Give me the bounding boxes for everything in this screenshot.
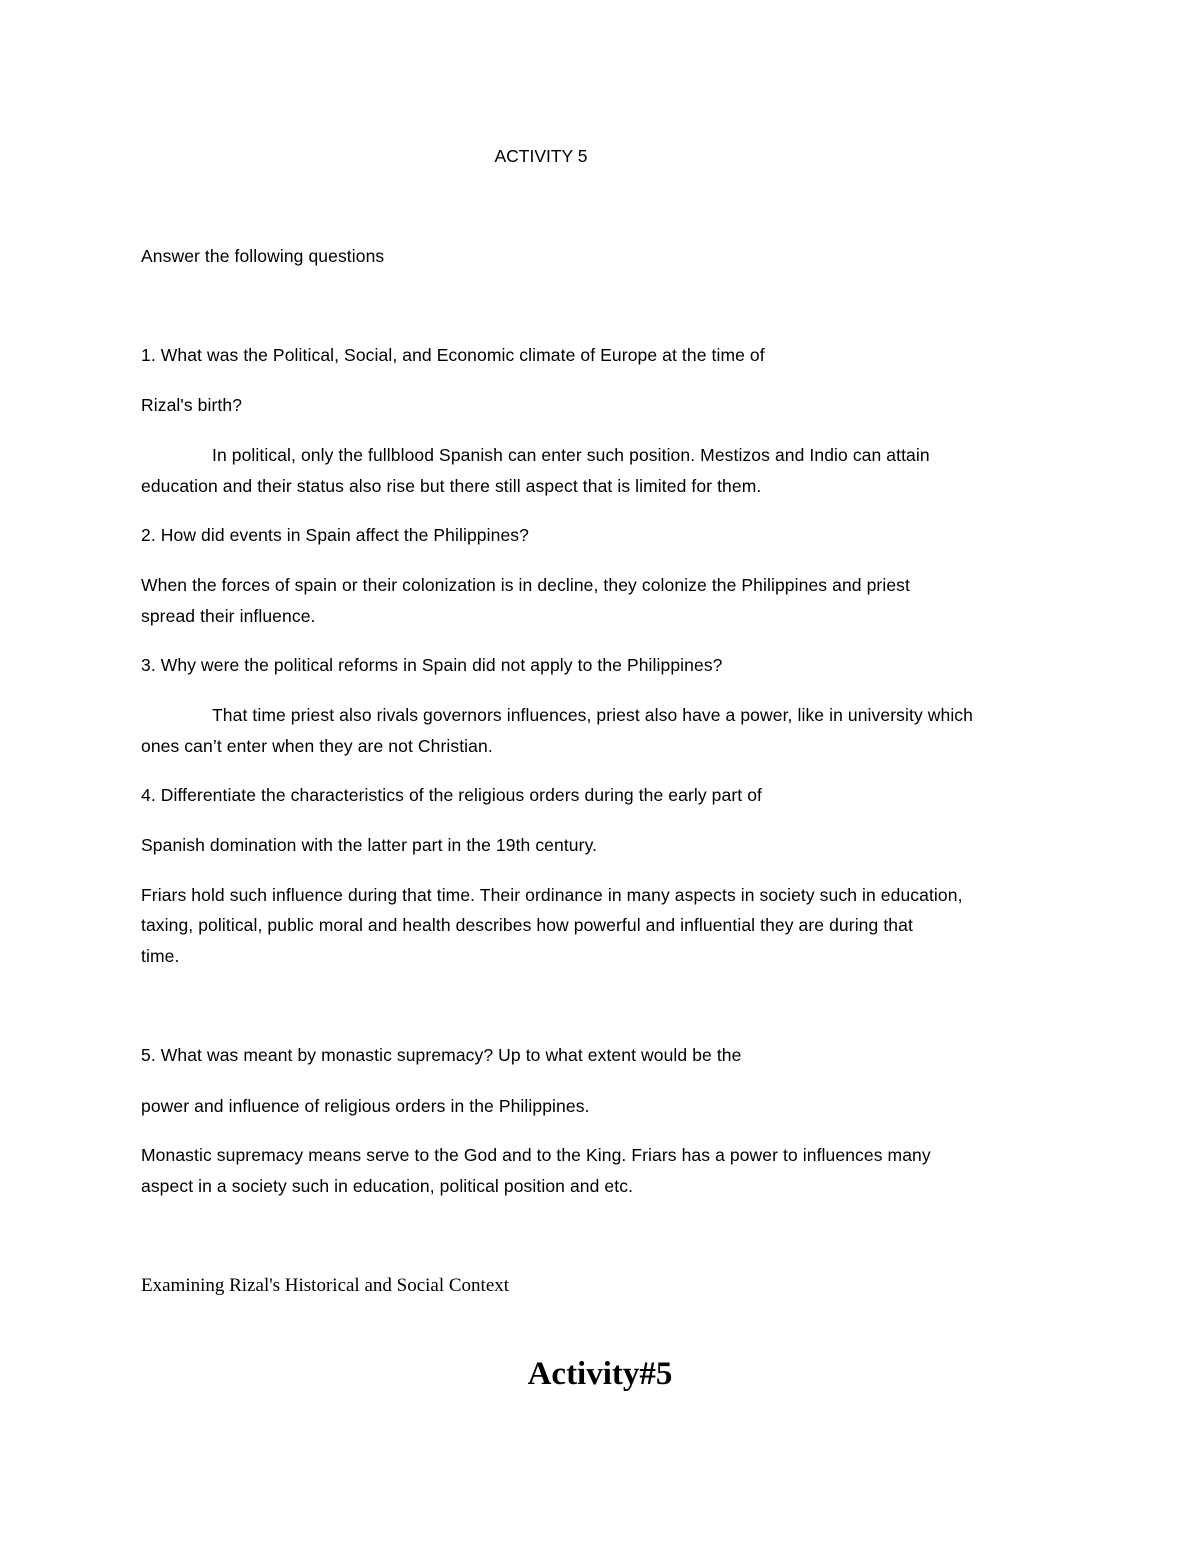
answer-5-line-2: aspect in a society such in education, political position and etc. bbox=[141, 1176, 634, 1196]
document-subtitle: Examining Rizal's Historical and Social Context bbox=[141, 1275, 510, 1296]
question-4-line-2: Spanish domination with the latter part in the 19th century. bbox=[141, 835, 598, 855]
answer-4-line-2: taxing, political, public moral and health describes how powerful and influential they are during that bbox=[141, 915, 913, 935]
answer-3-line-2: ones can’t enter when they are not Christian. bbox=[141, 736, 493, 756]
question-5-line-2: power and influence of religious orders in the Philippines. bbox=[141, 1096, 590, 1116]
answer-2-line-2: spread their influence. bbox=[141, 606, 316, 626]
answer-5-line-1: Monastic supremacy means serve to the God and to the King. Friars has a power to influences many bbox=[141, 1145, 931, 1165]
instruction-text: Answer the following questions bbox=[141, 246, 385, 266]
activity-heading: Activity#5 bbox=[527, 1356, 673, 1392]
answer-4-line-1: Friars hold such influence during that time. Their ordinance in many aspects in society such in education, bbox=[141, 885, 963, 905]
answer-2-line-1: When the forces of spain or their colonization is in decline, they colonize the Philippines and priest bbox=[141, 575, 910, 595]
answer-1-line-2: education and their status also rise but there still aspect that is limited for them. bbox=[141, 476, 762, 496]
question-2-line-1: 2. How did events in Spain affect the Philippines? bbox=[141, 525, 529, 545]
answer-3-line-1: That time priest also rivals governors influences, priest also have a power, like in university which bbox=[212, 705, 973, 725]
answer-4-line-3: time. bbox=[141, 946, 180, 966]
question-4-line-1: 4. Differentiate the characteristics of the religious orders during the early part of bbox=[141, 785, 762, 805]
question-3-line-1: 3. Why were the political reforms in Spain did not apply to the Philippines? bbox=[141, 655, 723, 675]
question-5-line-1: 5. What was meant by monastic supremacy? Up to what extent would be the bbox=[141, 1045, 742, 1065]
question-1-line-1: 1. What was the Political, Social, and Economic climate of Europe at the time of bbox=[141, 345, 765, 365]
page-title: ACTIVITY 5 bbox=[494, 146, 588, 166]
question-1-line-2: Rizal's birth? bbox=[141, 395, 243, 415]
answer-1-line-1: In political, only the fullblood Spanish can enter such position. Mestizos and Indio can attain bbox=[212, 445, 930, 465]
